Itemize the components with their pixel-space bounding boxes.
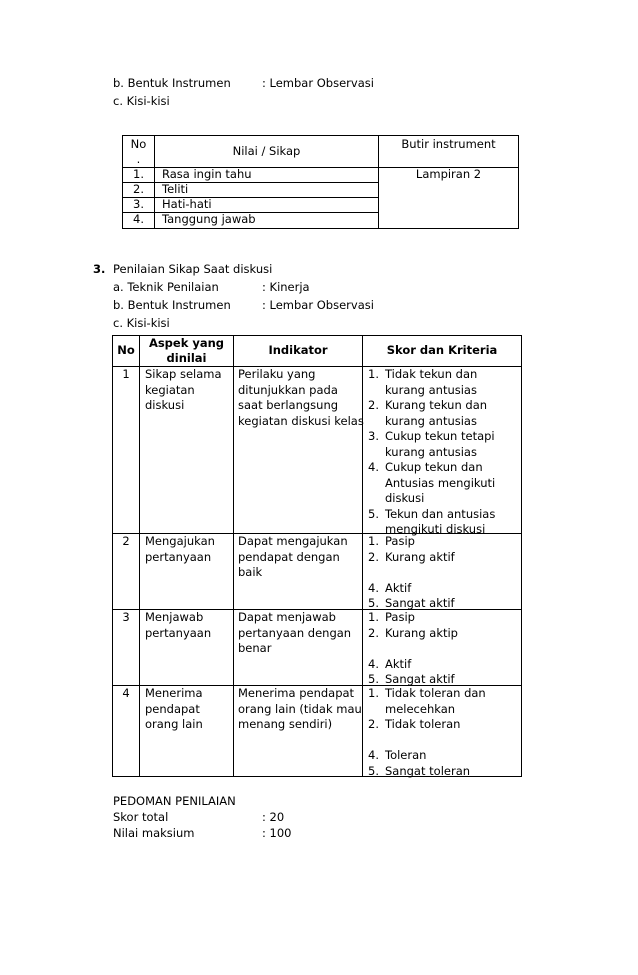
kisi-kisi-label: c. Kisi-kisi (113, 316, 170, 330)
table-row-indikator: Dapat mengajukan pendapat dengan baik (238, 534, 348, 579)
table-row-aspek: Sikap selama kegiatan diskusi (145, 367, 222, 412)
skor-total-value: : 20 (262, 810, 285, 824)
table2-header-aspek: Aspek yang (148, 336, 225, 350)
table-row-aspek: Menerima pendapat orang lain (145, 686, 203, 731)
table-row-no: 3 (122, 610, 130, 624)
nilai-maksium-label: Nilai maksium (113, 826, 195, 840)
table1-row-sikap: Teliti (162, 182, 189, 196)
table-row-skor: 1. Tidak toleran dan melecehkan 2. Tidak toleran 4. Toleran 5. Sangat toleran (368, 686, 486, 778)
table-row-no: 1 (122, 367, 130, 381)
table1-header-no: No (130, 137, 147, 151)
bentuk-instrumen-label: b. Bentuk Instrumen (113, 298, 231, 312)
table1-row-sikap: Hati-hati (162, 197, 212, 211)
bentuk-instrumen-label: b. Bentuk Instrumen (113, 76, 231, 90)
table-row-aspek: Menjawab pertanyaan (145, 610, 212, 640)
table1-header-nilai: Nilai / Sikap (232, 144, 301, 158)
table2-header-indikator: Indikator (268, 343, 328, 357)
table1-row-no: 3. (133, 197, 144, 211)
table1-row-no: 2. (133, 182, 144, 196)
table1-header-no-dot: . (136, 152, 141, 166)
table1-row-no: 4. (133, 212, 144, 226)
table1-row-no: 1. (133, 167, 144, 181)
bentuk-instrumen-value: : Lembar Observasi (262, 76, 374, 90)
table1-row-sikap: Tanggung jawab (162, 212, 256, 226)
teknik-penilaian-label: a. Teknik Penilaian (113, 280, 219, 294)
table-row-indikator: Dapat menjawab pertanyaan dengan benar (238, 610, 352, 655)
bentuk-instrumen-value: : Lembar Observasi (262, 298, 374, 312)
section-number: 3. (93, 262, 106, 276)
nilai-maksium-value: : 100 (262, 826, 292, 840)
table1-row-sikap: Rasa ingin tahu (162, 167, 252, 181)
pedoman-title: PEDOMAN PENILAIAN (113, 794, 236, 808)
table2-header-skor: Skor dan Kriteria (386, 343, 498, 357)
table-row-skor: 1. Pasip 2. Kurang aktip 4. Aktif 5. Sangat aktif (368, 610, 458, 686)
skor-total-label: Skor total (113, 810, 169, 824)
table1-header-butir: Butir instrument (401, 137, 496, 151)
table-row-no: 4 (122, 686, 130, 700)
table1-butir-value: Lampiran 2 (415, 167, 482, 181)
table-row-skor: 1. Pasip 2. Kurang aktif 4. Aktif 5. Sangat aktif (368, 534, 455, 610)
table2-header-aspek: dinilai (166, 351, 207, 365)
table-row-skor: 1. Tidak tekun dan kurang antusias 2. Kurang tekun dan kurang antusias 3. Cukup tekun tetapi kurang antusias 4. Cukup tekun dan Antusias mengikuti diskusi 5. Tekun dan antusias mengikuti diskusi (368, 367, 496, 536)
table-row-indikator: Perilaku yang ditunjukkan pada saat berlangsung kegiatan diskusi kelas (238, 367, 364, 428)
teknik-penilaian-value: : Kinerja (262, 280, 310, 294)
table2-header-no: No (117, 343, 135, 357)
kisi-kisi-label: c. Kisi-kisi (113, 94, 170, 108)
table-row-no: 2 (122, 534, 130, 548)
table-row-indikator: Menerima pendapat orang lain (tidak mau menang sendiri) (238, 686, 362, 731)
table-row-aspek: Mengajukan pertanyaan (145, 534, 215, 564)
section-title: Penilaian Sikap Saat diskusi (113, 262, 273, 276)
